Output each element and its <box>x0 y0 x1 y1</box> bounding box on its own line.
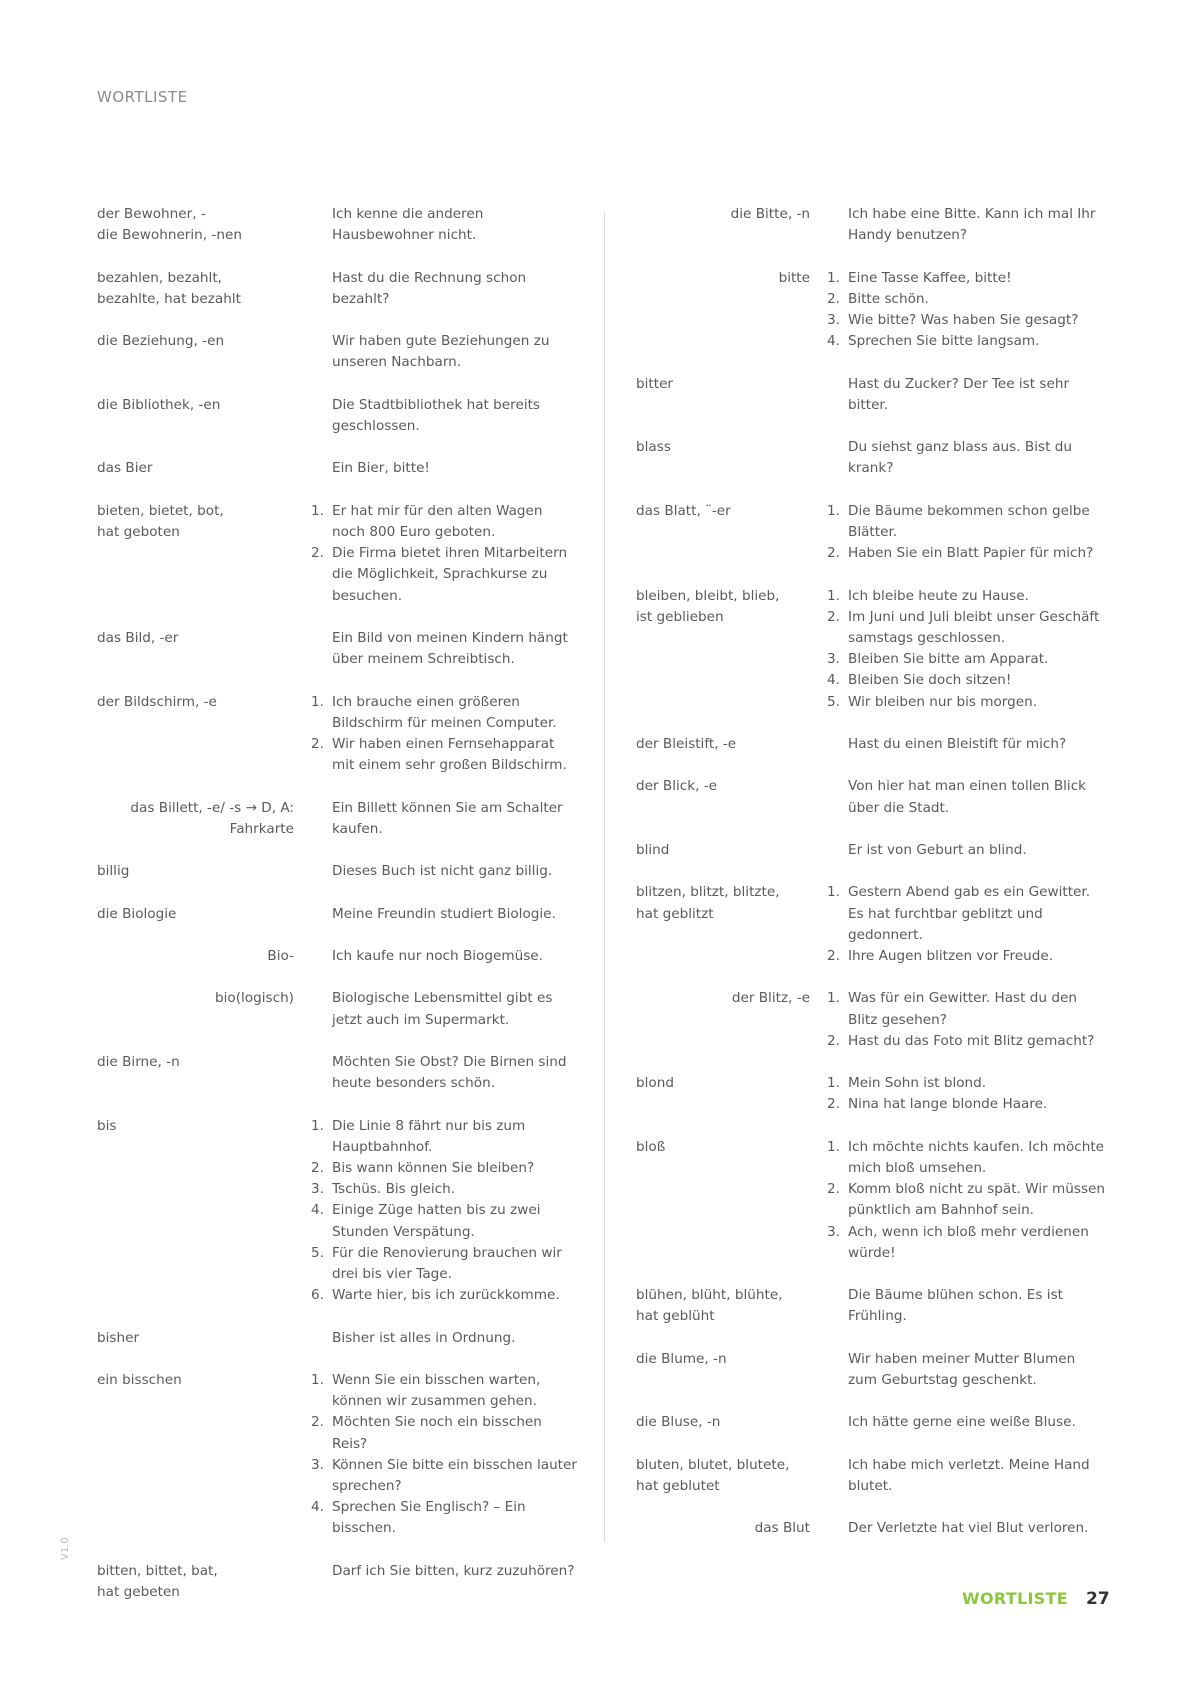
example-text: Sprechen Sie Englisch? – Ein bisschen. <box>332 1499 526 1537</box>
example-text: Bitte schön. <box>848 290 929 307</box>
example-list <box>818 734 1106 755</box>
word-entry <box>636 1285 1106 1327</box>
example-number: 1. <box>827 502 840 519</box>
example-sentence <box>818 946 1106 967</box>
example-text: Bisher ist alles in Ordnung. <box>332 1329 516 1346</box>
word-entry <box>97 692 577 777</box>
example-sentence <box>818 1222 1106 1264</box>
headword: bitter <box>636 375 674 392</box>
example-sentence <box>302 1200 577 1242</box>
example-sentence <box>818 649 1106 670</box>
headword: bio(logisch) <box>214 990 294 1007</box>
example-list <box>302 988 577 1030</box>
example-sentence <box>818 1073 1106 1094</box>
example-sentence <box>332 798 577 840</box>
example-list <box>818 586 1106 713</box>
example-number: 3. <box>311 1456 324 1473</box>
word-entry <box>97 1116 577 1307</box>
example-list <box>302 692 577 777</box>
example-sentence <box>818 670 1106 691</box>
word-entry <box>97 1370 577 1540</box>
word-entry <box>636 1137 1106 1264</box>
example-list <box>818 1137 1106 1264</box>
example-sentence <box>332 904 577 925</box>
example-sentence <box>818 1094 1106 1115</box>
headword: das Bier <box>97 460 153 477</box>
headword: bisher <box>97 1329 140 1346</box>
example-text: Hast du einen Bleistift für mich? <box>848 735 1067 752</box>
example-text: Ach, wenn ich bloß mehr verdienen würde! <box>848 1223 1089 1261</box>
example-number: 1. <box>827 990 840 1007</box>
example-sentence <box>302 1285 577 1306</box>
example-number: 3. <box>827 651 840 668</box>
word-entry <box>97 628 577 670</box>
example-sentence <box>818 310 1106 331</box>
example-list <box>818 1349 1106 1391</box>
example-text: Gestern Abend gab es ein Gewitter. Es hat furchtbar geblitzt und gedonnert. <box>848 884 1091 943</box>
word-entry <box>636 437 1106 479</box>
example-number: 1. <box>827 1075 840 1092</box>
example-number: 2. <box>827 1032 840 1049</box>
word-entry <box>97 395 577 437</box>
example-text: Von hier hat man einen tollen Blick über die Stadt. <box>848 778 1087 816</box>
example-list <box>818 374 1106 416</box>
example-list <box>302 458 577 479</box>
example-text: Die Bäume bekommen schon gelbe Blätter. <box>848 502 1090 540</box>
example-sentence <box>332 204 577 246</box>
example-text: Wir bleiben nur bis morgen. <box>848 693 1038 710</box>
example-sentence <box>848 840 1106 861</box>
example-text: Können Sie bitte ein bisschen lauter sprechen? <box>332 1456 577 1494</box>
right-column <box>636 204 1106 1561</box>
example-sentence <box>302 692 577 734</box>
example-number: 1. <box>311 1117 324 1134</box>
example-text: Er hat mir für den alten Wagen noch 800 Euro geboten. <box>332 502 543 540</box>
example-list <box>818 988 1106 1052</box>
example-list <box>302 268 577 310</box>
headword: die Blume, -n <box>636 1350 727 1367</box>
example-text: Eine Tasse Kaffee, bitte! <box>848 269 1012 286</box>
word-entry <box>636 586 1106 713</box>
example-list <box>302 331 577 373</box>
word-entry <box>97 458 577 479</box>
example-sentence <box>332 861 577 882</box>
side-note: V1.0 <box>60 1537 71 1560</box>
example-text: Hast du die Rechnung schon bezahlt? <box>332 269 527 307</box>
headword: die Bitte, -n <box>730 206 810 222</box>
example-list <box>818 1285 1106 1327</box>
example-number: 3. <box>311 1181 324 1198</box>
example-text: Bis wann können Sie bleiben? <box>332 1159 535 1176</box>
example-sentence <box>818 543 1106 564</box>
word-entry <box>636 1073 1106 1115</box>
example-number: 1. <box>827 884 840 901</box>
example-number: 4. <box>827 672 840 689</box>
example-sentence <box>848 374 1106 416</box>
example-sentence <box>302 1497 577 1539</box>
example-text: Der Verletzte hat viel Blut verloren. <box>848 1520 1089 1537</box>
example-text: Meine Freundin studiert Biologie. <box>332 905 556 922</box>
example-text: Die Bäume blühen schon. Es ist Frühling. <box>848 1287 1063 1325</box>
example-text: Hast du Zucker? Der Tee ist sehr bitter. <box>848 375 1070 413</box>
example-sentence <box>818 692 1106 713</box>
word-entry <box>636 840 1106 861</box>
example-text: Im Juni und Juli bleibt unser Geschäft samstags geschlossen. <box>848 608 1100 646</box>
example-list <box>302 395 577 437</box>
example-number: 4. <box>827 333 840 350</box>
word-entry <box>636 988 1106 1052</box>
word-entry <box>97 331 577 373</box>
example-list <box>302 1561 577 1603</box>
word-entry <box>636 734 1106 755</box>
headword: der Bleistift, -e <box>636 735 737 752</box>
word-entry <box>636 882 1106 967</box>
word-entry <box>97 946 577 967</box>
example-number: 1. <box>827 269 840 286</box>
headword: das Bild, -er <box>97 629 179 646</box>
example-text: Bleiben Sie bitte am Apparat. <box>848 651 1049 668</box>
example-sentence <box>332 395 577 437</box>
example-list <box>818 882 1106 967</box>
example-text: Wir haben meiner Mutter Blumen zum Geburtstag geschenkt. <box>848 1350 1076 1388</box>
headword: bluten, blutet, blutete, hat geblutet <box>636 1456 790 1494</box>
example-text: Bleiben Sie doch sitzen! <box>848 672 1012 689</box>
headword: das Blatt, ¨-er <box>636 502 731 519</box>
example-number: 2. <box>827 545 840 562</box>
example-sentence <box>332 268 577 310</box>
example-list <box>302 1116 577 1307</box>
word-entry <box>97 1561 577 1603</box>
headword: das Blut <box>754 1520 810 1537</box>
word-entry <box>97 904 577 925</box>
example-sentence <box>332 1561 577 1582</box>
headword: der Blick, -e <box>636 778 718 795</box>
word-entry <box>636 268 1106 353</box>
example-sentence <box>818 268 1106 289</box>
example-sentence <box>332 988 577 1030</box>
example-sentence <box>302 1243 577 1285</box>
example-sentence <box>848 1285 1106 1327</box>
example-text: Er ist von Geburt an blind. <box>848 841 1027 858</box>
headword: der Bildschirm, -e <box>97 693 217 710</box>
example-sentence <box>848 204 1106 246</box>
example-list <box>302 204 577 246</box>
example-sentence <box>302 501 577 543</box>
word-entry <box>97 861 577 882</box>
example-number: 1. <box>311 693 324 710</box>
example-text: Ich hätte gerne eine weiße Bluse. <box>848 1414 1076 1431</box>
example-text: Möchten Sie Obst? Die Birnen sind heute besonders schön. <box>332 1053 567 1092</box>
example-text: Möchten Sie noch ein bisschen Reis? <box>332 1414 542 1452</box>
word-entry <box>97 1052 577 1094</box>
headword: bitte <box>778 269 810 286</box>
headword: blind <box>636 841 670 858</box>
headword: bitten, bittet, bat, hat gebeten <box>97 1562 218 1600</box>
example-list <box>302 946 577 967</box>
example-sentence <box>302 1116 577 1158</box>
word-entry <box>97 268 577 310</box>
word-entry <box>97 798 577 840</box>
example-sentence <box>818 289 1106 310</box>
headword: die Birne, -n <box>97 1053 180 1070</box>
example-number: 5. <box>311 1244 324 1261</box>
example-text: Warte hier, bis ich zurückkomme. <box>332 1287 560 1304</box>
example-text: Dieses Buch ist nicht ganz billig. <box>332 863 553 880</box>
example-text: Darf ich Sie bitten, kurz zuzuhören? <box>332 1562 575 1579</box>
example-number: 3. <box>827 1223 840 1240</box>
headword: billig <box>97 863 130 880</box>
example-text: Die Firma bietet ihren Mitarbeitern die Möglichkeit, Sprachkurse zu besuchen. <box>332 545 568 604</box>
example-sentence <box>848 1412 1106 1433</box>
headword: blitzen, blitzt, blitzte, hat geblitzt <box>636 884 780 922</box>
example-sentence <box>818 607 1106 649</box>
example-list <box>818 437 1106 479</box>
example-text: Was für ein Gewitter. Hast du den Blitz gesehen? <box>848 990 1077 1028</box>
example-text: Ich kaufe nur noch Biogemüse. <box>332 947 543 964</box>
word-entry <box>636 1349 1106 1391</box>
page-header: WORTLISTE <box>97 88 188 106</box>
example-text: Ein Bier, bitte! <box>332 460 430 477</box>
example-text: Hast du das Foto mit Blitz gemacht? <box>848 1032 1095 1049</box>
example-text: Wie bitte? Was haben Sie gesagt? <box>848 312 1079 328</box>
page-number: 27 <box>1086 1589 1110 1609</box>
headword: blass <box>636 439 671 456</box>
example-list <box>818 1518 1106 1539</box>
example-sentence <box>818 586 1106 607</box>
left-column <box>97 204 577 1624</box>
example-list <box>818 776 1106 818</box>
example-number: 1. <box>827 1138 840 1155</box>
headword: blond <box>636 1075 674 1092</box>
example-number: 4. <box>311 1499 324 1516</box>
example-text: Ihre Augen blitzen vor Freude. <box>848 947 1054 964</box>
word-entry <box>97 204 577 246</box>
example-sentence <box>302 1158 577 1179</box>
example-number: 2. <box>827 1181 840 1198</box>
example-sentence <box>332 458 577 479</box>
word-entry <box>636 501 1106 565</box>
example-list <box>818 840 1106 861</box>
example-sentence <box>332 946 577 967</box>
example-number: 2. <box>827 1096 840 1113</box>
example-list <box>818 1073 1106 1115</box>
example-text: Wenn Sie ein bisschen warten, können wir zusammen gehen. <box>332 1371 541 1410</box>
example-text: Für die Renovierung brauchen wir drei bis vier Tage. <box>332 1244 562 1282</box>
example-number: 2. <box>827 290 840 307</box>
footer-label: WORTLISTE <box>962 1589 1068 1608</box>
example-number: 2. <box>311 545 324 562</box>
example-sentence <box>302 1455 577 1497</box>
example-sentence <box>302 1412 577 1454</box>
example-text: Einige Züge hatten bis zu zwei Stunden Verspätung. <box>332 1202 541 1240</box>
example-number: 1. <box>827 587 840 604</box>
headword: die Beziehung, -en <box>97 333 225 350</box>
headword: Bio- <box>267 947 294 964</box>
headword: der Bewohner, - die Bewohnerin, -nen <box>97 206 242 244</box>
example-list <box>302 904 577 925</box>
example-number: 2. <box>827 947 840 964</box>
example-sentence <box>818 331 1106 352</box>
example-number: 2. <box>311 1414 324 1431</box>
example-text: Haben Sie ein Blatt Papier für mich? <box>848 545 1094 562</box>
example-text: Tschüs. Bis gleich. <box>332 1181 456 1198</box>
example-text: Die Linie 8 fährt nur bis zum Hauptbahnhof. <box>332 1117 526 1155</box>
word-entry <box>636 1412 1106 1433</box>
word-entry <box>636 1455 1106 1497</box>
headword: bieten, bietet, bot, hat geboten <box>97 502 224 540</box>
example-text: Ich möchte nichts kaufen. Ich möchte mich bloß umsehen. <box>848 1138 1105 1176</box>
example-sentence <box>818 1179 1106 1221</box>
example-text: Sprechen Sie bitte langsam. <box>848 333 1040 350</box>
example-text: Komm bloß nicht zu spät. Wir müssen pünktlich am Bahnhof sein. <box>848 1181 1106 1219</box>
example-text: Nina hat lange blonde Haare. <box>848 1096 1048 1113</box>
example-sentence <box>332 628 577 670</box>
example-sentence <box>818 1137 1106 1179</box>
example-number: 6. <box>311 1287 324 1304</box>
example-text: Ich habe eine Bitte. Kann ich mal Ihr Handy benutzen? <box>848 206 1096 244</box>
headword: ein bisschen <box>97 1371 182 1388</box>
example-sentence <box>848 734 1106 755</box>
example-sentence <box>302 734 577 776</box>
example-text: Ich kenne die anderen Hausbewohner nicht. <box>332 206 484 244</box>
example-list <box>302 1328 577 1349</box>
example-sentence <box>302 1179 577 1200</box>
word-entry <box>636 204 1106 246</box>
example-text: Ich brauche einen größeren Bildschirm für meinen Computer. <box>332 693 557 731</box>
example-sentence <box>818 1031 1106 1052</box>
example-text: Mein Sohn ist blond. <box>848 1075 987 1092</box>
example-number: 1. <box>311 1371 324 1388</box>
example-text: Ich bleibe heute zu Hause. <box>848 587 1029 604</box>
example-text: Ein Bild von meinen Kindern hängt über meinem Schreibtisch. <box>332 629 568 668</box>
example-sentence <box>302 1370 577 1412</box>
example-sentence <box>302 543 577 607</box>
word-entry <box>97 988 577 1030</box>
word-entry <box>636 374 1106 416</box>
headword: bloß <box>636 1138 666 1155</box>
example-text: Biologische Lebensmittel gibt es jetzt auch im Supermarkt. <box>332 990 553 1028</box>
example-list <box>818 501 1106 565</box>
example-list <box>302 628 577 670</box>
example-list <box>818 1412 1106 1433</box>
headword: bleiben, bleibt, blieb, ist geblieben <box>636 587 780 625</box>
example-number: 2. <box>827 608 840 625</box>
example-sentence <box>848 776 1106 818</box>
example-sentence <box>818 988 1106 1030</box>
example-number: 2. <box>311 735 324 752</box>
example-sentence <box>332 331 577 373</box>
example-text: Du siehst ganz blass aus. Bist du krank? <box>848 439 1072 477</box>
headword: die Bluse, -n <box>636 1414 721 1431</box>
word-entry <box>97 1328 577 1349</box>
headword: die Biologie <box>97 905 177 922</box>
example-text: Ein Billett können Sie am Schalter kaufen. <box>332 799 563 837</box>
word-entry <box>97 501 577 607</box>
word-entry <box>636 1518 1106 1539</box>
example-number: 4. <box>311 1202 324 1219</box>
headword: blühen, blüht, blühte, hat geblüht <box>636 1287 783 1325</box>
example-sentence <box>848 1455 1106 1497</box>
example-number: 2. <box>311 1159 324 1176</box>
example-sentence <box>332 1052 577 1094</box>
example-sentence <box>332 1328 577 1349</box>
example-list <box>818 1455 1106 1497</box>
headword: der Blitz, -e <box>731 990 810 1007</box>
example-list <box>818 204 1106 246</box>
example-number: 1. <box>311 502 324 519</box>
column-divider <box>604 212 605 1542</box>
example-text: Ich habe mich verletzt. Meine Hand blutet. <box>848 1456 1090 1494</box>
example-sentence <box>848 437 1106 479</box>
example-list <box>302 861 577 882</box>
example-text: Wir haben einen Fernsehapparat mit einem sehr großen Bildschirm. <box>332 735 567 774</box>
headword: bis <box>97 1117 117 1134</box>
example-sentence <box>848 1518 1106 1539</box>
headword: bezahlen, bezahlt, bezahlte, hat bezahlt <box>97 269 241 307</box>
example-number: 3. <box>827 312 840 328</box>
example-list <box>302 798 577 840</box>
example-list <box>302 1052 577 1094</box>
example-list <box>302 501 577 607</box>
headword: die Bibliothek, -en <box>97 396 221 413</box>
word-entry <box>636 776 1106 818</box>
example-number: 5. <box>827 693 840 710</box>
example-text: Die Stadtbibliothek hat bereits geschlossen. <box>332 396 541 434</box>
example-list <box>818 268 1106 353</box>
headword: das Billett, -e/ -s → D, A: Fahrkarte <box>130 799 294 837</box>
example-text: Wir haben gute Beziehungen zu unseren Nachbarn. <box>332 333 550 371</box>
example-list <box>302 1370 577 1540</box>
example-sentence <box>848 1349 1106 1391</box>
example-sentence <box>818 882 1106 946</box>
example-sentence <box>818 501 1106 543</box>
